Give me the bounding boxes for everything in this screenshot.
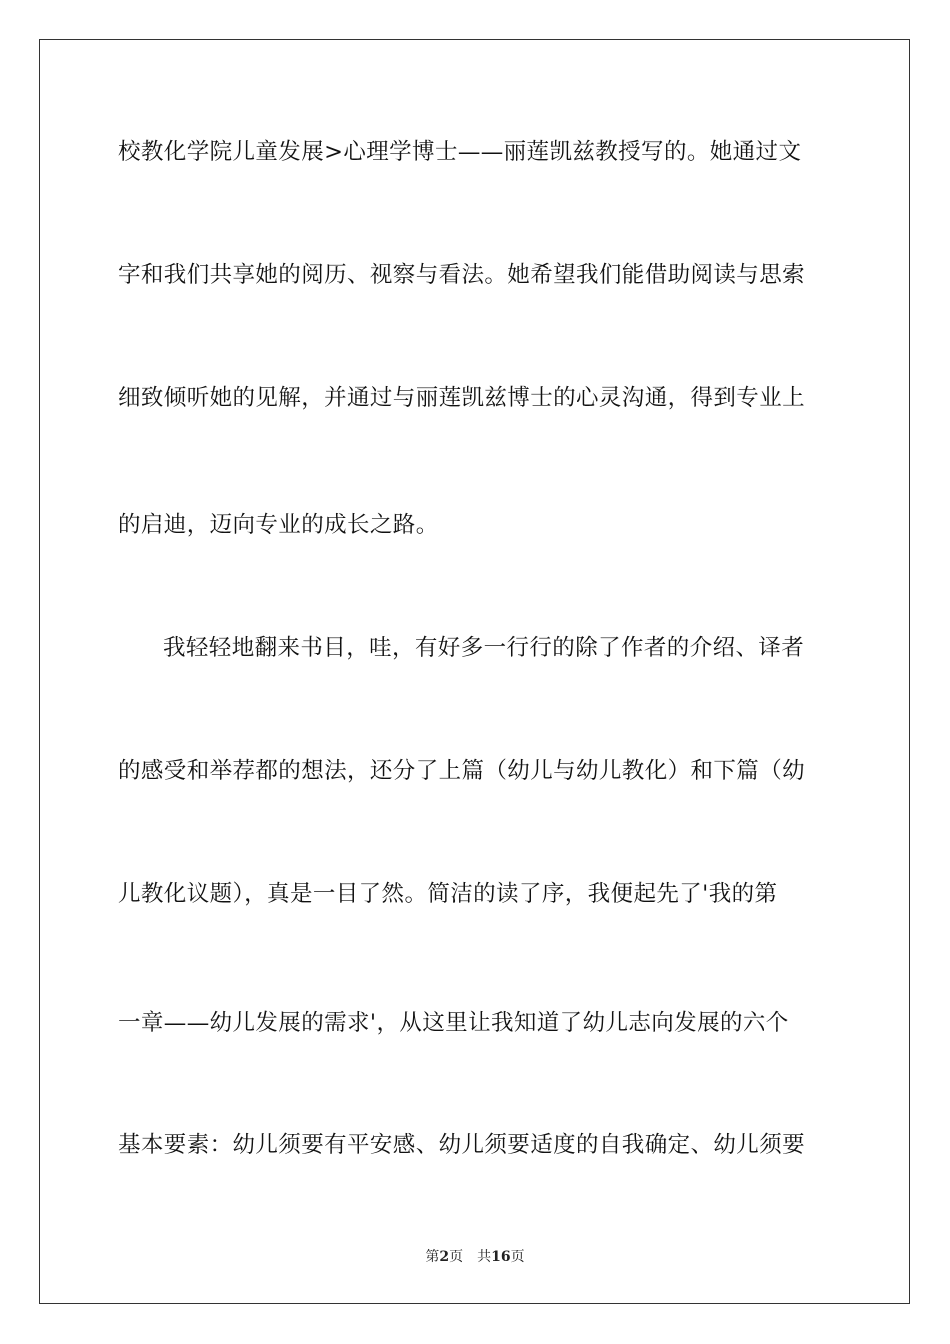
page-number: 2	[439, 1249, 450, 1265]
body-text-line-2: 字和我们共享她的阅历、视察与看法。她希望我们能借助阅读与思索	[118, 262, 806, 288]
total-pages: 16	[491, 1249, 511, 1265]
body-text-line-7: 儿教化议题），真是一目了然。简洁的读了序，我便起先了'我的第	[118, 881, 778, 907]
body-text-line-5: 我轻轻地翻来书目，哇，有好多一行行的除了作者的介绍、译者	[163, 635, 805, 661]
body-text-line-8: 一章——幼儿发展的需求'，从这里让我知道了幼儿志向发展的六个	[118, 1010, 789, 1036]
body-text-line-6: 的感受和举荐都的想法，还分了上篇（幼儿与幼儿教化）和下篇（幼	[118, 758, 806, 784]
body-text-line-9: 基本要素：幼儿须要有平安感、幼儿须要适度的自我确定、幼儿须要	[118, 1132, 806, 1158]
page-footer	[0, 1247, 950, 1267]
total-suffix: 页	[510, 1249, 525, 1265]
page-prefix: 第	[425, 1249, 440, 1265]
page-suffix: 页	[449, 1249, 464, 1265]
body-text-line-1: 校教化学院儿童发展>心理学博士——丽莲凯兹教授写的。她通过文	[118, 139, 802, 165]
body-text-line-4: 的启迪，迈向专业的成长之路。	[118, 512, 439, 538]
total-prefix: 共	[477, 1249, 492, 1265]
body-text-line-3: 细致倾听她的见解，并通过与丽莲凯兹博士的心灵沟通，得到专业上	[118, 385, 806, 411]
page-border	[39, 39, 910, 1304]
